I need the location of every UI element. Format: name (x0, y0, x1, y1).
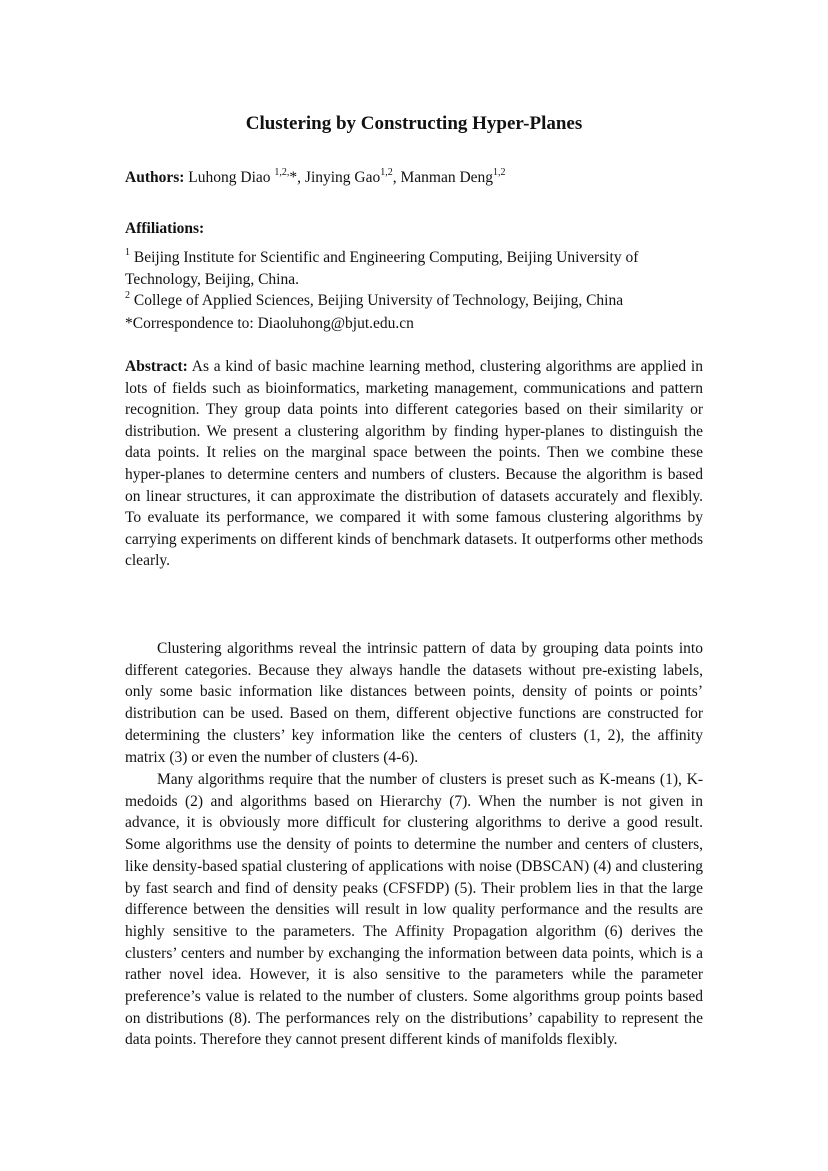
affiliation-text: Beijing Institute for Scientific and Engineering Computing, Beijing University of Technology, Beijing, China. (125, 249, 639, 288)
paper-title: Clustering by Constructing Hyper-Planes (245, 113, 583, 134)
body-paragraph: Many algorithms require that the number of clusters is preset such as K-means (1), K-medoids (2) and algorithms based on Hierarchy (7). When the number is not given in advance, it is obviously more difficult for clustering algorithms to derive a good result. Some algorithms use the density of points to determine the number and centers of clusters, like density-based spatial clustering of applications with noise (DBSCAN) (4) and clustering by fast search and find of density peaks (CFSFDP) (5). Their problem lies in that the large difference between the densities will result in low quality performance and the results are highly sensitive to the parameters. The Affinity Propagation algorithm (6) derives the clusters’ centers and number by exchanging the information between data points, which is a rather novel idea. However, it is also sensitive to the parameters while the parameter preference’s value is related to the number of clusters. Some algorithms group points based on distributions (8). The performances rely on the distributions’ capability to represent the data points. Therefore they cannot present different kinds of manifolds flexibly. (125, 771, 703, 1049)
affiliation-item (125, 247, 703, 290)
authors-label: Authors: (125, 169, 185, 186)
corresponding-author-mark: * (289, 169, 298, 186)
author-name: Jinying Gao (304, 169, 381, 186)
author-name: Luhong Diao (188, 169, 271, 186)
author-name: Manman Deng (400, 169, 494, 186)
author-affiliation-marker: 1,2 (493, 167, 506, 178)
affiliation-number: 2 (125, 290, 130, 301)
author-affiliation-marker: 1,2 (380, 167, 393, 178)
affiliation-text: College of Applied Sciences, Beijing University of Technology, Beijing, China (133, 292, 624, 309)
authors-line: Authors: Luhong Diao $^{1,2,}$*, Jinying Gao$^{1,2}$, Manman Deng$^{1,2}$ (125, 167, 506, 186)
affiliation-number: 1 (125, 247, 130, 258)
body-paragraph: Clustering algorithms reveal the intrinsic pattern of data by grouping data points into different categories. Because they always handle the datasets without pre-existing labels, only some basic information like distances between points, density of points or points’ distribution can be used. Based on them, different objective functions are constructed for determining the clusters’ key information like the centers of clusters (1, 2), the affinity matrix (3) or even the number of clusters (4-6). (125, 640, 703, 766)
affiliations-heading: Affiliations: (125, 220, 205, 237)
affiliation-item (125, 290, 703, 312)
correspondence-line: *Correspondence to: Diaoluhong@bjut.edu.cn (125, 315, 414, 332)
author-affiliation-marker: 1,2, (274, 167, 290, 178)
abstract-text: As a kind of basic machine learning method, clustering algorithms are applied in lots of fields such as bioinformatics, marketing management, communications and pattern recognition. They group data points into different categories based on their similarity or distribution. We present a clustering algorithm by finding hyper-planes to distinguish the data points. It relies on the marginal space between the points. Then we combine these hyper-planes to determine centers and numbers of clusters. Because the algorithm is based on linear structures, it can approximate the distribution of datasets accurately and flexibly. To evaluate its performance, we compared it with some famous clustering algorithms by carrying experiments on different kinds of benchmark datasets. It outperforms other methods clearly. (125, 358, 703, 570)
abstract-paragraph (125, 356, 703, 572)
abstract-label: Abstract: (125, 358, 188, 375)
